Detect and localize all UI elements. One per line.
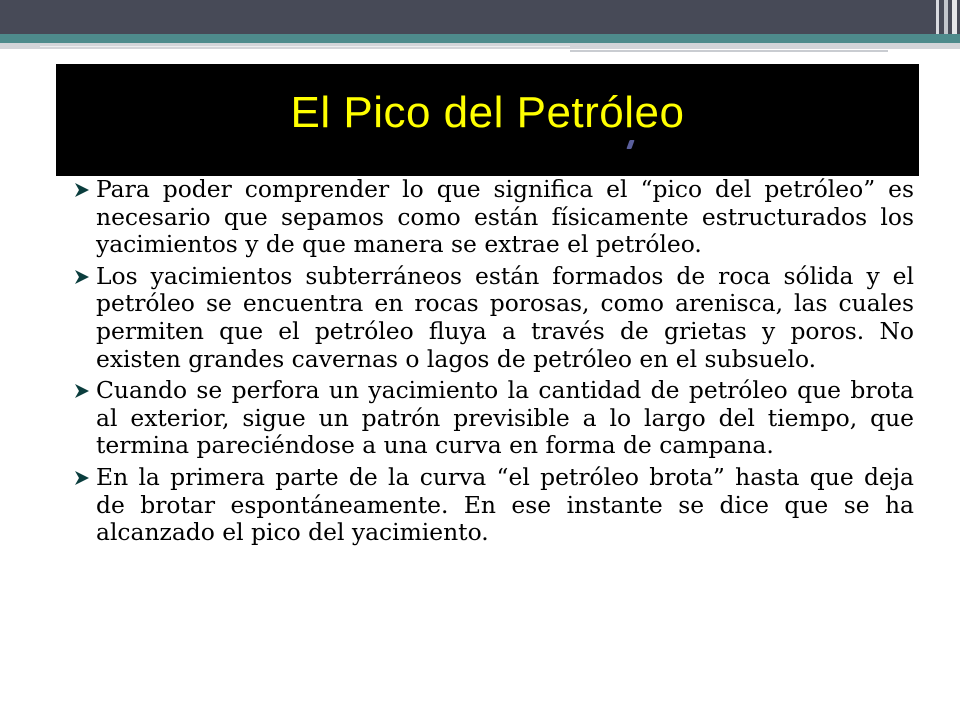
bullet-item [74, 176, 914, 259]
arrowhead-bullet-icon [74, 182, 90, 198]
divider-line-highlight [40, 46, 570, 47]
bullet-text: Cuando se perfora un yacimiento la cantidad de petróleo que brota al exterior, sigue un patrón previsible a lo largo del tiempo, que termina pareciéndose a una curva en forma de campana. [96, 376, 914, 460]
bullet-item [74, 377, 914, 460]
bullet-text: Para poder comprender lo que significa el “pico del petróleo” es necesario que sepamos como están físicamente estructurados los yacimientos y de que manera se extrae el petróleo. [96, 175, 914, 259]
accent-band [0, 34, 960, 43]
arrowhead-bullet-icon [74, 383, 90, 399]
divider-line [570, 50, 888, 52]
slide-title: El Pico del Petróleo [290, 88, 685, 137]
corner-decoration [936, 0, 939, 34]
corner-decoration [944, 0, 948, 34]
bullet-text: En la primera parte de la curva “el petróleo brota” hasta que deja de brotar espontáneamente. En ese instante se dice que se ha alcanzado el pico del yacimiento. [96, 462, 914, 547]
corner-decoration [952, 0, 957, 34]
bullet-item [74, 464, 914, 547]
header-band [0, 0, 960, 34]
arrowhead-bullet-icon [74, 470, 90, 486]
arrowhead-bullet-icon [74, 269, 90, 285]
bullet-item [74, 263, 914, 373]
bullet-list [74, 176, 914, 551]
bullet-text: Los yacimientos subterráneos están formados de roca sólida y el petróleo se encuentra en rocas porosas, como arenisca, las cuales permiten que el petróleo fluya a través de grietas y poros. No existen grandes cavernas o lagos de petróleo en el subsuelo. [96, 261, 914, 373]
title-banner [56, 64, 919, 176]
